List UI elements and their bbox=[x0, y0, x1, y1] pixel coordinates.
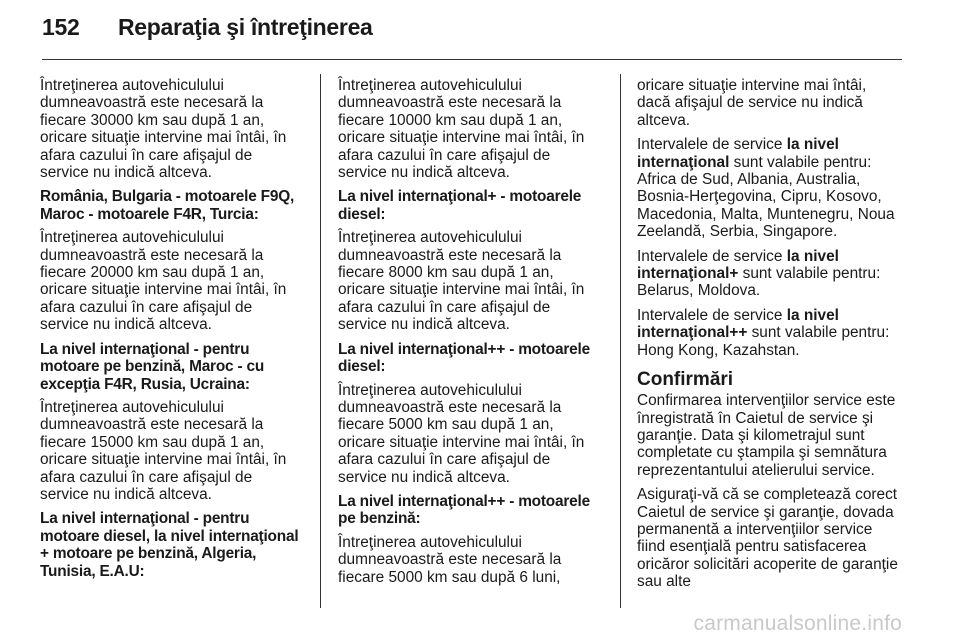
column-1 bbox=[40, 77, 305, 586]
text-run: Intervalele de service bbox=[637, 136, 787, 154]
subheading: La nivel internaţional - pentru motoare pe benzină, Maroc - cu excepţia F4R, Rusia, Ucraina: bbox=[40, 340, 265, 393]
paragraph: Întreţinerea autovehiculului dumneavoastră este necesară la fiecare 10000 km sau după 1 an, oricare situaţie intervine mai întâi, în afara cazului în care afişajul de service nu indică altceva. bbox=[338, 77, 585, 182]
subheading: La nivel internaţional++ - motoarele diesel: bbox=[338, 340, 590, 376]
text-run: Intervalele de service bbox=[637, 247, 787, 265]
subheading: România, Bulgaria - motoarele F9Q, Maroc - motoarele F4R, Turcia: bbox=[40, 188, 295, 223]
page-header bbox=[42, 14, 373, 50]
text-run: sunt valabile pentru: Belarus, Moldova. bbox=[637, 265, 881, 300]
column-divider bbox=[320, 74, 321, 608]
paragraph: Întreţinerea autovehiculului dumneavoastră este necesară la fiecare 8000 km sau după 1 an, oricare situaţie intervine mai întâi, în afara cazului în care afişajul de service nu indică altceva. bbox=[338, 229, 585, 334]
text-run: sunt valabile pentru: Hong Kong, Kazahstan. bbox=[637, 324, 890, 359]
column-3 bbox=[637, 77, 902, 598]
watermark: carmanualsonline.info bbox=[693, 612, 902, 635]
column-2 bbox=[338, 77, 603, 593]
column-divider bbox=[620, 74, 621, 608]
subheading: La nivel internaţional - pentru motoare diesel, la nivel internaţional + motoare pe benzină, Algeria, Tunisia, E.A.U: bbox=[40, 510, 299, 580]
paragraph: Întreţinerea autovehiculului dumneavoastră este necesară la fiecare 5000 km sau după 1 an, oricare situaţie intervine mai întâi, în afara cazului în care afişajul de service nu indică altceva. bbox=[338, 381, 585, 486]
bold-text: la nivel internaţional bbox=[637, 136, 839, 171]
paragraph: Confirmarea intervenţiilor service este înregistrată în Caietul de service şi garanţie. Data şi kilometrajul sunt completate cu ştampila şi semnătura reprezentantului atelierului service. bbox=[637, 392, 896, 479]
paragraph: Întreţinerea autovehiculului dumneavoastră este necesară la fiecare 5000 km sau după 6 luni, bbox=[338, 533, 562, 586]
text-run: Intervalele de service bbox=[637, 306, 787, 324]
section-heading: Confirmări bbox=[637, 369, 734, 391]
paragraph: Întreţinerea autovehiculului dumneavoastră este necesară la fiecare 30000 km sau după 1 an, oricare situaţie intervine mai întâi, în afara cazului în care afişajul de service nu indică altceva. bbox=[40, 77, 287, 182]
paragraph bbox=[637, 136, 902, 240]
bold-text: la nivel internaţional++ bbox=[637, 306, 839, 342]
paragraph bbox=[637, 307, 902, 359]
paragraph: Întreţinerea autovehiculului dumneavoastră este necesară la fiecare 20000 km sau după 1 an, oricare situaţie intervine mai întâi, în afara cazului în care afişajul de service nu indică altceva. bbox=[40, 229, 287, 334]
bold-text: la nivel internaţional+ bbox=[637, 247, 839, 283]
paragraph: Întreţinerea autovehiculului dumneavoastră este necesară la fiecare 15000 km sau după 1 an, oricare situaţie intervine mai întâi, în afara cazului în care afişajul de service nu indică altceva. bbox=[40, 398, 287, 503]
header-rule bbox=[42, 59, 902, 60]
subheading: La nivel internaţional+ - motoarele diesel: bbox=[338, 188, 582, 223]
paragraph bbox=[637, 248, 902, 300]
paragraph: Asiguraţi-vă că se completează corect Caietul de service şi garanţie, dovada permanentă a intervenţiilor service fiind esenţială pentru satisfacerea oricăror solicitări acoperite de garanţie sau alte bbox=[637, 486, 898, 591]
page-title: Reparaţia şi întreţinerea bbox=[118, 14, 373, 40]
paragraph: oricare situaţie intervine mai întâi, dacă afişajul de service nu indică altceva. bbox=[637, 77, 867, 129]
subheading: La nivel internaţional++ - motoarele pe benzină: bbox=[338, 492, 590, 528]
text-run: sunt valabile pentru: Africa de Sud, Albania, Australia, Bosnia-Herţegovina, Cipru, Kosovo, Macedonia, Malta, Muntenegru, Noua Zeelandă, Serbia, Singapore. bbox=[637, 153, 895, 241]
page-number: 152 bbox=[42, 14, 80, 40]
